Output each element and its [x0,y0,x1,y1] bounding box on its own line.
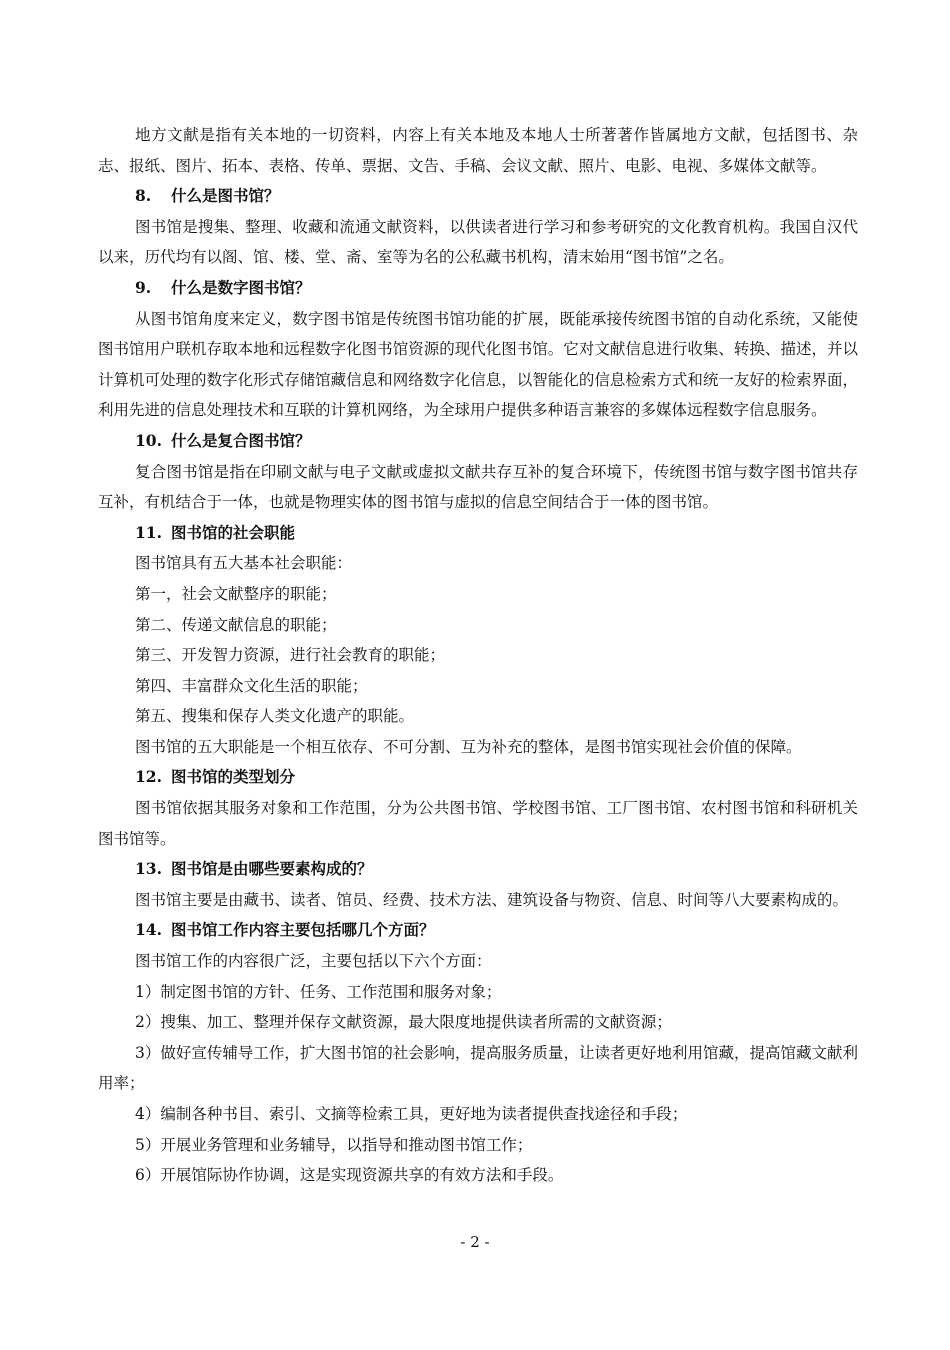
heading-number: 12. [135,767,162,787]
paragraph-q11-intro: 图书馆具有五大基本社会职能： [135,554,353,573]
paragraph-q14-intro: 图书馆工作的内容很广泛，主要包括以下六个方面： [135,952,492,971]
heading-q8 [98,181,858,212]
paragraph-q10: 复合图书馆是指在印刷文献与电子文献或虚拟文献共存互补的复合环境下，传统图书馆与数字图书馆共存互补，有机结合于一体，也就是物理实体的图书馆与虚拟的信息空间结合于一体的图书馆。 [98,462,858,512]
heading-text: 什么是图书馆？ [171,186,280,206]
list-item: 第五、搜集和保存人类文化遗产的职能。 [135,707,415,726]
heading-number: 13. [135,859,162,879]
list-item: 6）开展馆际协作协调，这是实现资源共享的有效方法和手段。 [135,1166,564,1185]
paragraph-q8: 图书馆是搜集、整理、收藏和流通文献资料，以供读者进行学习和参考研究的文化教育机构。我国自汉代以来，历代均有以阁、馆、楼、堂、斋、室等为名的公私藏书机构，清末始用“图书馆”之名。 [98,217,858,267]
heading-text: 什么是数字图书馆？ [171,277,311,297]
page-number: - 2 - [460,1233,490,1251]
heading-q11 [98,518,858,549]
list-item: 3）做好宣传辅导工作，扩大图书馆的社会影响，提高服务质量，让读者更好地利用馆藏，提高馆藏文献利用率； [98,1043,858,1093]
paragraph-local-documents: 地方文献是指有关本地的一切资料，内容上有关本地及本地人士所著著作皆属地方文献，包括图书、杂志、报纸、图片、拓本、表格、传单、票据、文告、手稿、会议文献、照片、电影、电视、多媒体文献等。 [98,126,858,175]
list-item: 4）编制各种书目、索引、文摘等检索工具，更好地为读者提供查找途径和手段； [135,1105,688,1123]
heading-number: 11. [135,522,162,542]
heading-text: 什么是复合图书馆？ [171,430,311,450]
list-item: 第二、传递文献信息的职能； [135,615,337,634]
list-item: 2）搜集、加工、整理并保存文献资源，最大限度地提供读者所需的文献资源； [135,1013,672,1032]
heading-text: 图书馆工作内容主要包括哪几个方面？ [171,920,435,940]
heading-q13 [98,854,858,885]
heading-text: 图书馆的类型划分 [171,767,296,787]
heading-number: 9. [135,277,152,297]
list-item: 5）开展业务管理和业务辅导，以指导和推动图书馆工作； [135,1135,533,1154]
paragraph-q11-summary: 图书馆的五大职能是一个相互依存、不可分割、互为补充的整体，是图书馆实现社会价值的保障。 [135,737,802,756]
heading-text: 图书馆的社会职能 [171,522,296,542]
list-item: 1）制定图书馆的方针、任务、工作范围和服务对象； [135,982,502,1001]
paragraph-q9: 从图书馆角度来定义，数字图书馆是传统图书馆功能的扩展，既能承接传统图书馆的自动化系统，又能使图书馆用户联机存取本地和远程数字化图书馆资源的现代化图书馆。它对文献信息进行收集、转换、描述，并以计算机可处理的数字化形式存储馆藏信息和网络数字化信息，以智能化的信息检索方式和统一友好的检索界面，利用先进的信息处理技术和互联的计算机网络，为全球用户提供多种语言兼容的多媒体远程数字信息服务。 [98,309,858,420]
list-item: 第三、开发智力资源，进行社会教育的职能； [135,646,446,665]
heading-q12 [98,762,858,793]
heading-q14 [98,915,858,946]
heading-text: 图书馆是由哪些要素构成的？ [171,859,373,879]
heading-q10 [98,426,858,457]
heading-number: 14. [135,920,162,940]
paragraph-q13: 图书馆主要是由藏书、读者、馆员、经费、技术方法、建筑设备与物资、信息、时间等八大要素构成的。 [135,890,849,909]
paragraph-q12: 图书馆依据其服务对象和工作范围，分为公共图书馆、学校图书馆、工厂图书馆、农村图书馆和科研机关图书馆等。 [98,799,858,848]
list-item: 第四、丰富群众文化生活的职能； [135,676,368,695]
heading-number: 10. [135,430,162,450]
list-item: 第一，社会文献整序的职能； [135,584,337,603]
heading-q9 [98,273,858,304]
heading-number: 8. [135,186,152,206]
document-body [98,120,858,1191]
